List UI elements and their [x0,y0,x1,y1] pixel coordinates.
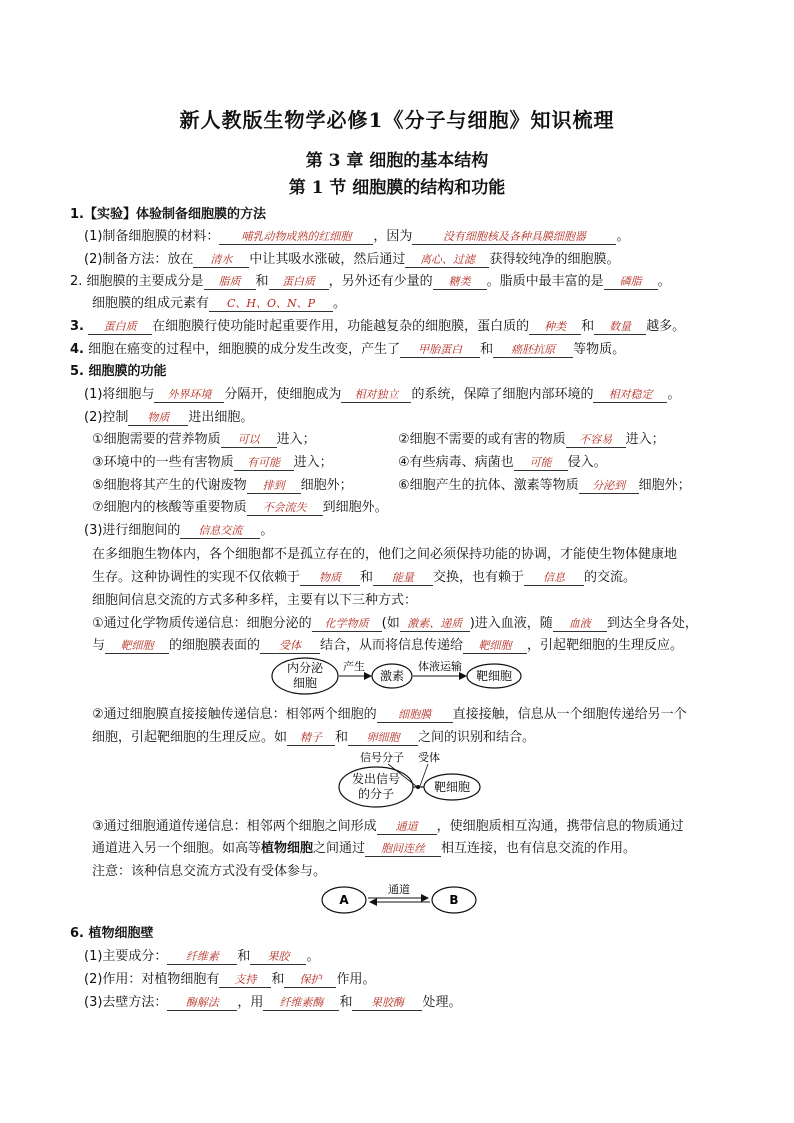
text: (2)控制 [84,410,129,425]
s3-line [70,318,685,336]
answer-blank: 化学物质 [312,617,382,632]
answer-blank: 蛋白质 [269,275,329,290]
answer-blank: 糖类 [433,275,487,290]
s1-line-2 [84,251,619,269]
text: 2. 细胞膜的主要成分是 [70,274,204,289]
text: (1)主要成分： [84,949,168,964]
answer-blank: 信息 [524,571,584,586]
answer-blank: 不容易 [566,433,626,448]
text: 中让其吸水涨破，然后通过 [249,252,406,267]
answer-blank: 脂质 [204,275,256,290]
text: 到达全身各处， [606,616,698,631]
text: 到细胞外。 [322,500,388,515]
text: (3)进行细胞间的 [84,523,181,538]
text: ⑤细胞将其产生的代谢废物 [92,478,247,493]
answer-blank: 细胞膜 [377,708,453,723]
text: 细胞在癌变的过程中，细胞膜的成分发生改变，产生了 [88,342,401,357]
text: ③环境中的一些有害物质 [92,455,234,470]
text: (2)制备方法：放在 [84,252,194,267]
left-cell-line2: 的分子 [357,787,395,801]
answer-blank: 酶解法 [167,996,237,1011]
text: (1)将细胞与 [84,387,155,402]
text: 交换，也有赖于 [433,570,525,585]
answer-blank: 外界环境 [154,388,224,403]
answer-blank: 清水 [193,253,249,268]
text: 越多。 [646,319,686,334]
text-bold: 植物细胞 [261,841,314,856]
answer-blank: 种类 [529,320,581,335]
s5-note: 注意：该种信息交流方式没有受体参与。 [92,864,327,879]
s5-way-3-line-1 [92,818,684,836]
answer-blank: 纤维素 [167,950,237,965]
text: 和 [581,319,595,334]
text: 。 [306,949,320,964]
text: 和 [360,570,374,585]
answer-blank: 磷脂 [604,275,658,290]
text: ，用 [237,995,264,1010]
answer-blank: 癌胚抗原 [493,343,573,358]
section-title: 第 1 节 细胞膜的结构和功能 [288,178,506,198]
answer-blank: 激素、递质 [400,617,470,632]
answer-blank: 受体 [260,639,320,654]
text: ，使细胞质相互沟通，携带信息的物质通过 [436,819,684,834]
answer-blank: 排到 [247,479,301,494]
answer-blank: 数量 [594,320,646,335]
s6-line-3 [84,994,461,1012]
answer-blank: 支持 [219,973,271,988]
arrow2-label: 体液运输 [418,660,462,673]
text: 获得较纯净的细胞膜。 [489,252,620,267]
s5-way-3-line-2 [92,840,636,858]
contact-point [416,785,420,789]
text: ，因为 [373,229,413,244]
s5-paragraph-1: 在多细胞生物体内，各个细胞都不是孤立存在的，他们之间必须保持功能的协调，才能使生物体健康地 [92,547,678,562]
text: ⑦细胞内的核酸等重要物质 [92,500,247,515]
answer-blank: 没有细胞核及各种具膜细胞器 [412,230,616,245]
answer-blank: 靶细胞 [105,639,169,654]
text: 进入； [276,432,316,447]
text: 之间的识别和结合。 [418,730,536,745]
text: 作用。 [336,972,376,987]
s4-line [70,341,625,359]
text: 。 [260,523,274,538]
answer-blank: 能量 [373,571,433,586]
section-5-heading: 5. 细胞膜的功能 [70,364,167,379]
answer-blank: 果胶 [250,950,306,965]
chapter-title: 第 3 章 细胞的基本结构 [305,151,489,171]
text: 。 [657,274,671,289]
text: ，引起靶细胞的生理反应。 [527,638,684,653]
text: )进入血液，随 [469,616,553,631]
s1-line-1 [84,228,629,246]
s5-way-2-line-2 [92,729,535,747]
answer-blank: C、H、O、N、P [209,297,333,312]
text: 生存。这种协调性的实现不仅依赖于 [92,570,301,585]
section-6-heading: 6. 植物细胞壁 [70,926,154,941]
text: 细胞膜的组成元素有 [92,296,210,311]
answer-blank: 分泌到 [579,479,639,494]
diagram-chemical-signaling [270,656,530,696]
text: 和 [335,730,349,745]
item-number: 3. [70,319,84,334]
text: 进出细胞。 [188,410,254,425]
box1-line2: 细胞 [292,676,318,690]
right-cell-label: 靶细胞 [433,780,471,794]
text: 的交流。 [584,570,637,585]
answer-blank: 靶细胞 [463,639,527,654]
label-receptor: 受体 [418,751,440,764]
answer-blank: 信息交流 [180,524,260,539]
text: ③通过细胞通道传递信息：相邻两个细胞之间形成 [92,819,377,834]
text: 相互连接，也有信息交流的作用。 [441,841,637,856]
answer-blank: 卵细胞 [348,731,418,746]
answer-blank: 有可能 [234,456,294,471]
text: 在细胞膜行使功能时起重要作用，功能越复杂的细胞膜，蛋白质的 [152,319,530,334]
s5-way-1-line-2 [92,637,683,655]
answer-blank: 哺乳动物成熟的红细胞 [219,230,373,245]
s5-item-1 [92,431,316,449]
text: ②细胞不需要的或有害的物质 [398,432,566,447]
diagram-contact-signaling [336,750,486,810]
arrow1-label: 产生 [343,660,365,673]
text: (2)作用：对植物细胞有 [84,972,220,987]
text: 细胞外； [638,478,691,493]
section-1-heading: 1.【实验】体验制备细胞膜的方法 [70,207,266,222]
answer-blank: 离心、过滤 [405,253,489,268]
s5-line-3 [84,522,273,540]
text: (如 [381,616,400,631]
text: 和 [271,972,285,987]
s6-line-1 [84,948,319,966]
s5-line-1 [84,386,680,404]
cell-b-label: B [449,893,459,907]
text: 。 [616,229,630,244]
text: ①细胞需要的营养物质 [92,432,221,447]
left-cell-line1: 发出信号 [351,772,401,786]
text: (3)去壁方法： [84,995,168,1010]
s5-item-5 [92,477,353,495]
text: ②通过细胞膜直接接触传递信息：相邻两个细胞的 [92,707,377,722]
answer-blank: 相对稳定 [593,388,667,403]
text: 细胞外； [300,478,353,493]
text: ⑥细胞产生的抗体、激素等物质 [398,478,579,493]
answer-blank: 血液 [553,617,607,632]
text: 进入； [625,432,665,447]
answer-blank: 保护 [284,973,336,988]
label-signal-molecule: 信号分子 [360,751,404,764]
text: 与 [92,638,106,653]
text: 。 [667,387,681,402]
text: 和 [255,274,269,289]
answer-blank: 胞间连丝 [365,842,441,857]
answer-blank: 相对独立 [341,388,411,403]
answer-blank: 果胶酶 [352,996,422,1011]
s5-way-2-line-1 [92,706,687,724]
text: 。 [333,296,347,311]
text: 侵入。 [567,455,607,470]
box2-label: 激素 [379,669,405,683]
answer-blank: 甲胎蛋白 [400,343,480,358]
text: ，另外还有少量的 [328,274,433,289]
text: 和 [339,995,353,1010]
answer-blank: 可以 [221,433,277,448]
s6-line-2 [84,971,375,989]
box1-line1: 内分泌 [286,661,324,675]
s5-paragraph-3: 细胞间信息交流的方式多种多样，主要有以下三种方式： [92,593,418,608]
s2-line-1 [70,273,671,291]
s5-item-7 [92,499,388,517]
channel-label: 通道 [388,883,410,896]
main-title: 新人教版生物学必修1《分子与细胞》知识梳理 [179,108,615,132]
s5-line-2 [84,409,253,427]
answer-blank: 纤维素酶 [263,996,339,1011]
diagram-channel-signaling [320,882,480,916]
text: 分隔开，使细胞成为 [224,387,342,402]
text: 的细胞膜表面的 [169,638,261,653]
cell-a-label: A [339,893,349,907]
pointer-receptor [420,764,428,786]
s5-item-3 [92,454,333,472]
text: ④有些病毒、病菌也 [398,455,514,470]
text: 。脂质中最丰富的是 [486,274,604,289]
text: 之间通过 [313,841,366,856]
text: 通道进入另一个细胞。如高等 [92,841,262,856]
text: 和 [237,949,251,964]
answer-blank: 物质 [300,571,360,586]
text: ①通过化学物质传递信息：细胞分泌的 [92,616,312,631]
text: 等物质。 [573,342,626,357]
s5-paragraph-2 [92,569,636,587]
answer-blank: 蛋白质 [88,320,152,335]
text: 细胞，引起靶细胞的生理反应。如 [92,730,288,745]
text: 直接接触，信息从一个细胞传递给另一个 [452,707,687,722]
text: (1)制备细胞膜的材料： [84,229,220,244]
answer-blank: 可能 [514,456,568,471]
answer-blank: 精子 [287,731,335,746]
answer-blank: 物质 [128,411,188,426]
text: 进入； [293,455,333,470]
text: 和 [480,342,494,357]
s5-item-2 [398,431,665,449]
answer-blank: 不会流失 [247,501,323,516]
text: 的系统，保障了细胞内部环境的 [411,387,594,402]
s5-item-4 [398,454,607,472]
s5-item-6 [398,477,691,495]
s5-way-1-line-1 [92,615,698,633]
box3-label: 靶细胞 [475,669,513,683]
text: 结合，从而将信息传递给 [320,638,464,653]
text: 处理。 [422,995,462,1010]
item-number: 4. [70,342,84,357]
answer-blank: 通道 [377,820,437,835]
s2-line-2 [92,295,346,313]
